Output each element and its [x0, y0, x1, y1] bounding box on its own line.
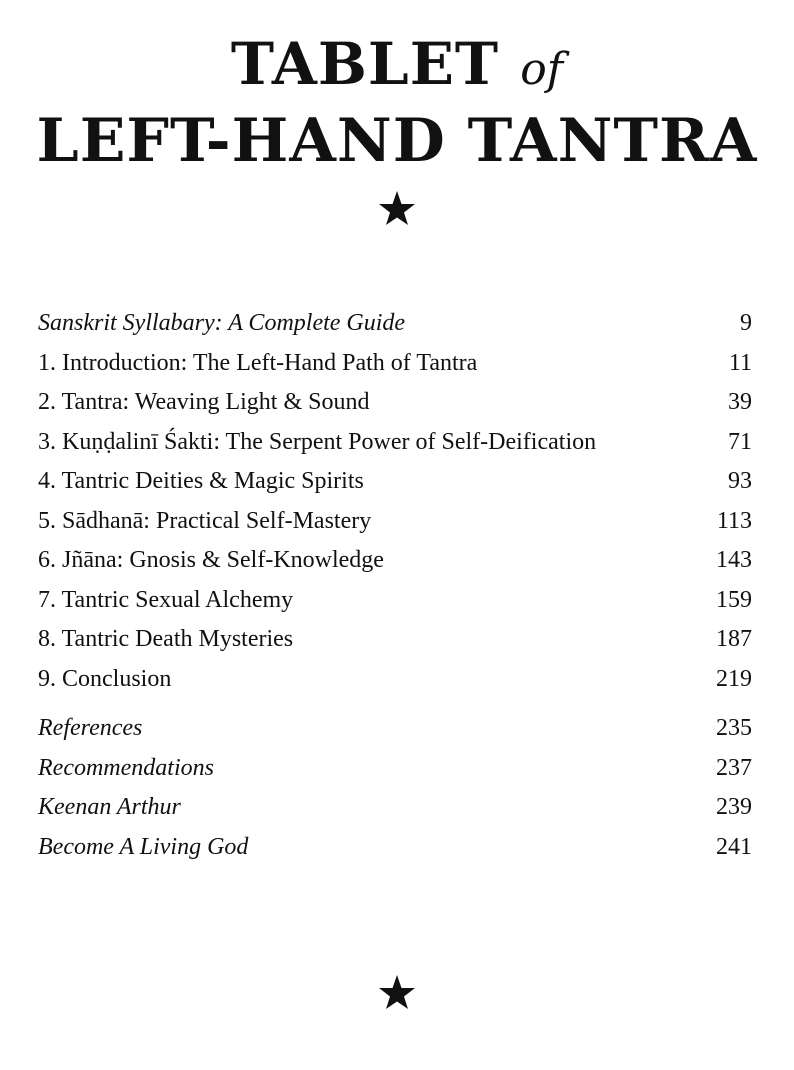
toc-chapter-entry[interactable] [38, 344, 752, 384]
toc-entry-label: 3. Kuṇḍalinī Śakti: The Serpent Power of Self-Deification [38, 428, 597, 455]
toc-chapter-entry[interactable] [38, 502, 752, 542]
toc-entry-page: 237 [716, 754, 752, 781]
toc-entry-label: 9. Conclusion [38, 665, 172, 692]
toc-entry-page: 71 [728, 428, 752, 455]
toc-entry-page: 39 [728, 389, 752, 415]
toc-chapter-entry[interactable] [38, 423, 752, 463]
toc-entry-page: 11 [728, 349, 752, 376]
title-line-2: LEFT-HAND TANTRA [36, 106, 758, 176]
toc-entry[interactable] [38, 709, 752, 749]
toc-entry-label: Keenan Arthur [38, 794, 181, 820]
toc-entry-label: 1. Introduction: The Left-Hand Path of Tantra [38, 349, 478, 376]
toc-chapter-entry[interactable] [38, 383, 752, 423]
toc-entry-page: 219 [716, 665, 752, 692]
toc-entry-page: 187 [716, 626, 752, 652]
toc-entry-page: 239 [716, 794, 752, 820]
toc-chapter-entry[interactable] [38, 462, 752, 502]
toc-entry-page: 93 [728, 468, 752, 494]
toc-entry-label: 2. Tantra: Weaving Light & Sound [38, 389, 370, 415]
title-main-text: TABLET [230, 30, 521, 98]
toc-entry-page: 241 [716, 833, 752, 860]
toc-entry-label: 8. Tantric Death Mysteries [38, 626, 294, 652]
toc-entry-label: Recommendations [38, 754, 214, 781]
toc-entry[interactable] [38, 749, 752, 789]
toc-entry[interactable] [38, 304, 752, 344]
title-of-text: of [520, 44, 564, 95]
toc-entry-page: 159 [716, 586, 752, 613]
toc-chapter-entry[interactable] [38, 620, 752, 660]
toc-entry-label: 5. Sādhanā: Practical Self-Mastery [38, 507, 372, 534]
toc-chapter-entry[interactable] [38, 581, 752, 621]
toc-chapter-entry[interactable] [38, 541, 752, 581]
toc-entry-page: 113 [716, 507, 752, 534]
toc-entry-label: Become A Living God [38, 833, 249, 860]
toc-entry-label: References [38, 715, 143, 741]
section-gap [38, 699, 752, 709]
toc-entry-label: 7. Tantric Sexual Alchemy [38, 586, 294, 613]
toc-entry-label: 4. Tantric Deities & Magic Spirits [38, 468, 364, 494]
toc-entry-page: 235 [716, 715, 752, 741]
toc-entry-label: Sanskrit Syllabary: A Complete Guide [38, 310, 406, 336]
table-of-contents [38, 304, 752, 867]
title-line-1 [0, 30, 794, 98]
toc-entry-label: 6. Jñāna: Gnosis & Self-Knowledge [38, 547, 384, 573]
toc-entry[interactable] [38, 828, 752, 868]
star-ornament-icon [367, 970, 427, 1014]
toc-entry-page: 9 [740, 310, 752, 336]
toc-entry-page: 143 [716, 547, 752, 573]
toc-chapter-entry[interactable] [38, 660, 752, 700]
star-ornament-icon [367, 186, 427, 230]
toc-entry[interactable] [38, 788, 752, 828]
